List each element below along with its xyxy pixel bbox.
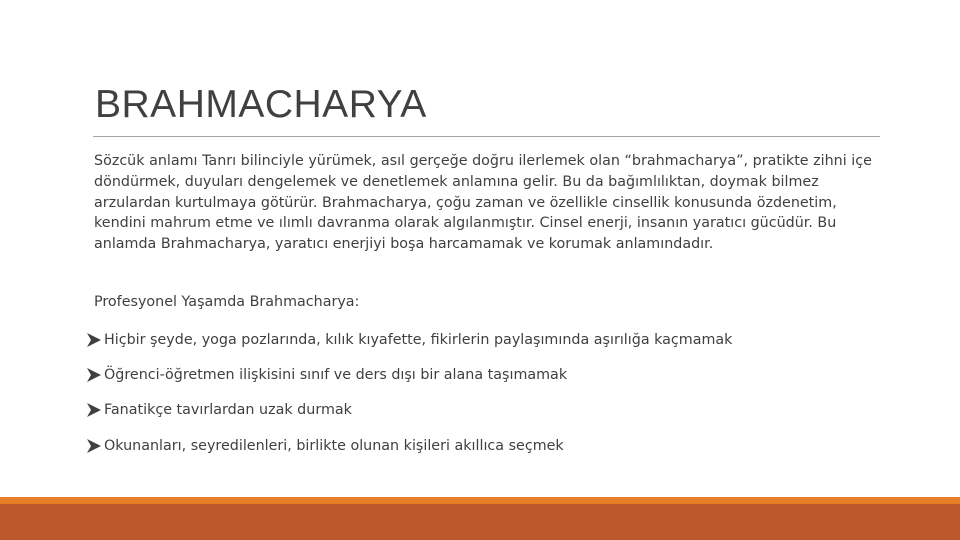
list-item [86,330,732,350]
arrowhead-icon [86,332,103,348]
title-divider [93,136,880,137]
list-item [86,365,567,385]
slide-title: BRAHMACHARYA [95,83,427,126]
arrowhead-icon [86,438,103,454]
footer-accent-bar [0,497,960,504]
list-item [86,436,564,456]
arrowhead-icon [86,402,103,418]
list-item-text: Fanatikçe tavırlardan uzak durmak [104,402,352,418]
list-item-text: Okunanları, seyredilenleri, birlikte olunan kişileri akıllıca seçmek [104,438,564,454]
list-item-text: Öğrenci-öğretmen ilişkisini sınıf ve ders dışı bir alana taşımamak [104,367,568,383]
footer-bar [0,504,960,540]
section-subheading: Profesyonel Yaşamda Brahmacharya: [94,294,360,310]
list-item [86,400,352,420]
list-item-text: Hiçbir şeyde, yoga pozlarında, kılık kıyafette, fikirlerin paylaşımında aşırılığa kaçmamak [104,332,733,348]
body-paragraph: Sözcük anlamı Tanrı bilinciyle yürümek, asıl gerçeğe doğru ilerlemek olan “brahmacharya”, pratikte zihni içe döndürmek, duyuları dengelemek ve denetlemek anlamına gelir. Bu da bağımlılıktan, doymak bilmez arzulardan kurtulmaya götürür. Brahmacharya, çoğu zaman ve özellikle cinsellik konusunda özdenetim, kendini mahrum etme ve ılımlı davranma olarak algılanmıştır. Cinsel enerji, insanın yaratıcı gücüdür. Bu anlamda Brahmacharya, yaratıcı enerjiyi boşa harcamamak ve korumak anlamındadır. [94,153,872,253]
arrowhead-icon [86,367,103,383]
